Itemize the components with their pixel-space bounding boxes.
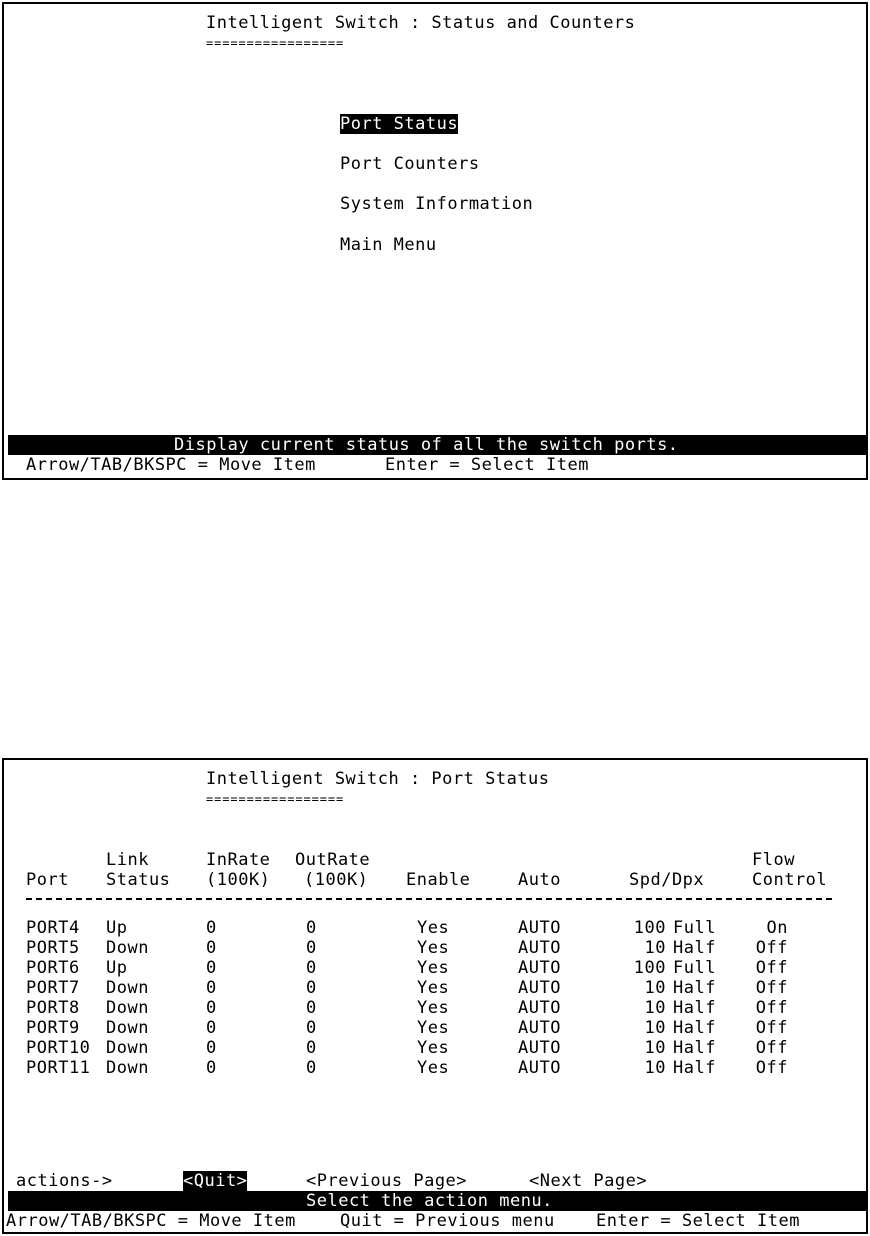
port-status-terminal	[2, 758, 868, 1234]
outrate-cell: 0	[306, 938, 317, 958]
duplex-cell: Half	[673, 1058, 716, 1078]
auto-cell: AUTO	[518, 958, 561, 978]
enable-cell: Yes	[417, 938, 450, 958]
outrate-cell: 0	[306, 978, 317, 998]
duplex-cell: Half	[673, 1038, 716, 1058]
previous-page-action-button[interactable]: <Previous Page>	[306, 1171, 468, 1191]
header-status: Status	[106, 870, 171, 890]
header-enable: Enable	[406, 870, 471, 890]
flow-control-cell: Off	[755, 938, 788, 958]
flow-control-cell: Off	[755, 1058, 788, 1078]
port-cell: PORT8	[26, 998, 80, 1018]
duplex-cell: Full	[673, 958, 716, 978]
inrate-cell: 0	[206, 1058, 217, 1078]
port-cell: PORT9	[26, 1018, 80, 1038]
enable-column	[417, 918, 449, 1078]
outrate-cell: 0	[306, 1058, 317, 1078]
speed-cell: 10	[644, 1018, 666, 1038]
screen-title: Intelligent Switch : Status and Counters	[206, 13, 636, 33]
flow-control-cell: Off	[755, 1038, 788, 1058]
menu-item-port-status[interactable]: Port Status	[340, 114, 459, 134]
flow-control-cell: Off	[755, 1018, 788, 1038]
outrate-cell: 0	[306, 958, 317, 978]
speed-cell: 100	[633, 918, 666, 938]
flow-control-cell: Off	[755, 978, 788, 998]
flow-control-cell: Off	[755, 998, 788, 1018]
link-status-cell: Down	[106, 998, 149, 1018]
enable-cell: Yes	[417, 958, 450, 978]
auto-column	[518, 918, 561, 1078]
duplex-cell: Half	[673, 938, 716, 958]
header-inrate-unit: (100K)	[206, 870, 271, 890]
link-status-cell: Up	[106, 918, 128, 938]
auto-cell: AUTO	[518, 1038, 561, 1058]
menu-item-port-counters[interactable]: Port Counters	[340, 154, 480, 174]
link-status-cell: Down	[106, 978, 149, 998]
duplex-column	[673, 918, 716, 1078]
speed-cell: 10	[644, 1058, 666, 1078]
duplex-cell: Half	[673, 978, 716, 998]
inrate-cell: 0	[206, 938, 217, 958]
speed-cell: 10	[644, 938, 666, 958]
port-cell: PORT11	[26, 1058, 91, 1078]
inrate-cell: 0	[206, 998, 217, 1018]
status-message: Display current status of all the switch ports.	[174, 435, 679, 455]
help-select-item: Enter = Select Item	[385, 455, 589, 475]
outrate-cell: 0	[306, 998, 317, 1018]
enable-cell: Yes	[417, 1038, 450, 1058]
screen-title: Intelligent Switch : Port Status	[206, 769, 550, 789]
status-counters-terminal	[2, 2, 868, 480]
port-cell: PORT6	[26, 958, 80, 978]
status-message: Select the action menu.	[306, 1191, 553, 1211]
help-quit: Quit = Previous menu	[340, 1211, 555, 1231]
link-status-cell: Down	[106, 1038, 149, 1058]
port-cell: PORT4	[26, 918, 80, 938]
inrate-cell: 0	[206, 1018, 217, 1038]
enable-cell: Yes	[417, 978, 450, 998]
enable-cell: Yes	[417, 918, 450, 938]
enable-cell: Yes	[417, 1058, 450, 1078]
help-move-item: Arrow/TAB/BKSPC = Move Item	[26, 455, 316, 475]
duplex-cell: Half	[673, 998, 716, 1018]
enable-cell: Yes	[417, 1018, 450, 1038]
link-status-cell: Up	[106, 958, 128, 978]
inrate-cell: 0	[206, 958, 217, 978]
header-auto: Auto	[518, 870, 561, 890]
link-status-cell: Down	[106, 938, 149, 958]
auto-cell: AUTO	[518, 918, 561, 938]
enable-cell: Yes	[417, 998, 450, 1018]
speed-cell: 10	[644, 1038, 666, 1058]
port-cell: PORT7	[26, 978, 80, 998]
outrate-column	[306, 918, 317, 1078]
status-message-bar	[8, 435, 866, 455]
menu-item-main-menu[interactable]: Main Menu	[340, 235, 437, 255]
header-outrate: OutRate	[295, 850, 371, 870]
title-underline: =================	[206, 792, 345, 806]
inrate-cell: 0	[206, 978, 217, 998]
outrate-cell: 0	[306, 1038, 317, 1058]
header-port: Port	[26, 870, 69, 890]
link-status-cell: Down	[106, 1058, 149, 1078]
auto-cell: AUTO	[518, 978, 561, 998]
link-status-column	[106, 918, 149, 1078]
port-cell: PORT5	[26, 938, 80, 958]
title-underline: =================	[206, 36, 345, 50]
header-outrate-unit: (100K)	[304, 870, 369, 890]
outrate-cell: 0	[306, 1018, 317, 1038]
status-message-bar	[8, 1191, 866, 1211]
help-move-item: Arrow/TAB/BKSPC = Move Item	[6, 1211, 296, 1231]
actions-label: actions->	[16, 1171, 113, 1191]
speed-cell: 10	[644, 978, 666, 998]
flow-control-cell: On	[766, 918, 788, 938]
header-flow: Flow	[752, 850, 795, 870]
auto-cell: AUTO	[518, 998, 561, 1018]
header-control: Control	[752, 870, 828, 890]
header-divider	[26, 898, 832, 900]
quit-action-button[interactable]: <Quit>	[183, 1171, 248, 1191]
inrate-cell: 0	[206, 918, 217, 938]
auto-cell: AUTO	[518, 938, 561, 958]
inrate-cell: 0	[206, 1038, 217, 1058]
link-status-cell: Down	[106, 1018, 149, 1038]
header-spd-dpx: Spd/Dpx	[629, 870, 705, 890]
menu-item-system-information[interactable]: System Information	[340, 194, 534, 214]
header-inrate: InRate	[206, 850, 271, 870]
inrate-column	[206, 918, 217, 1078]
flow-control-cell: Off	[755, 958, 788, 978]
speed-cell: 10	[644, 998, 666, 1018]
help-select-item: Enter = Select Item	[596, 1211, 800, 1231]
duplex-cell: Half	[673, 1018, 716, 1038]
outrate-cell: 0	[306, 918, 317, 938]
duplex-cell: Full	[673, 918, 716, 938]
header-link: Link	[106, 850, 149, 870]
port-column	[26, 918, 90, 1078]
speed-cell: 100	[633, 958, 666, 978]
next-page-action-button[interactable]: <Next Page>	[529, 1171, 648, 1191]
auto-cell: AUTO	[518, 1058, 561, 1078]
auto-cell: AUTO	[518, 1018, 561, 1038]
speed-column	[618, 918, 666, 1078]
port-cell: PORT10	[26, 1038, 91, 1058]
flow-control-column	[752, 918, 788, 1078]
